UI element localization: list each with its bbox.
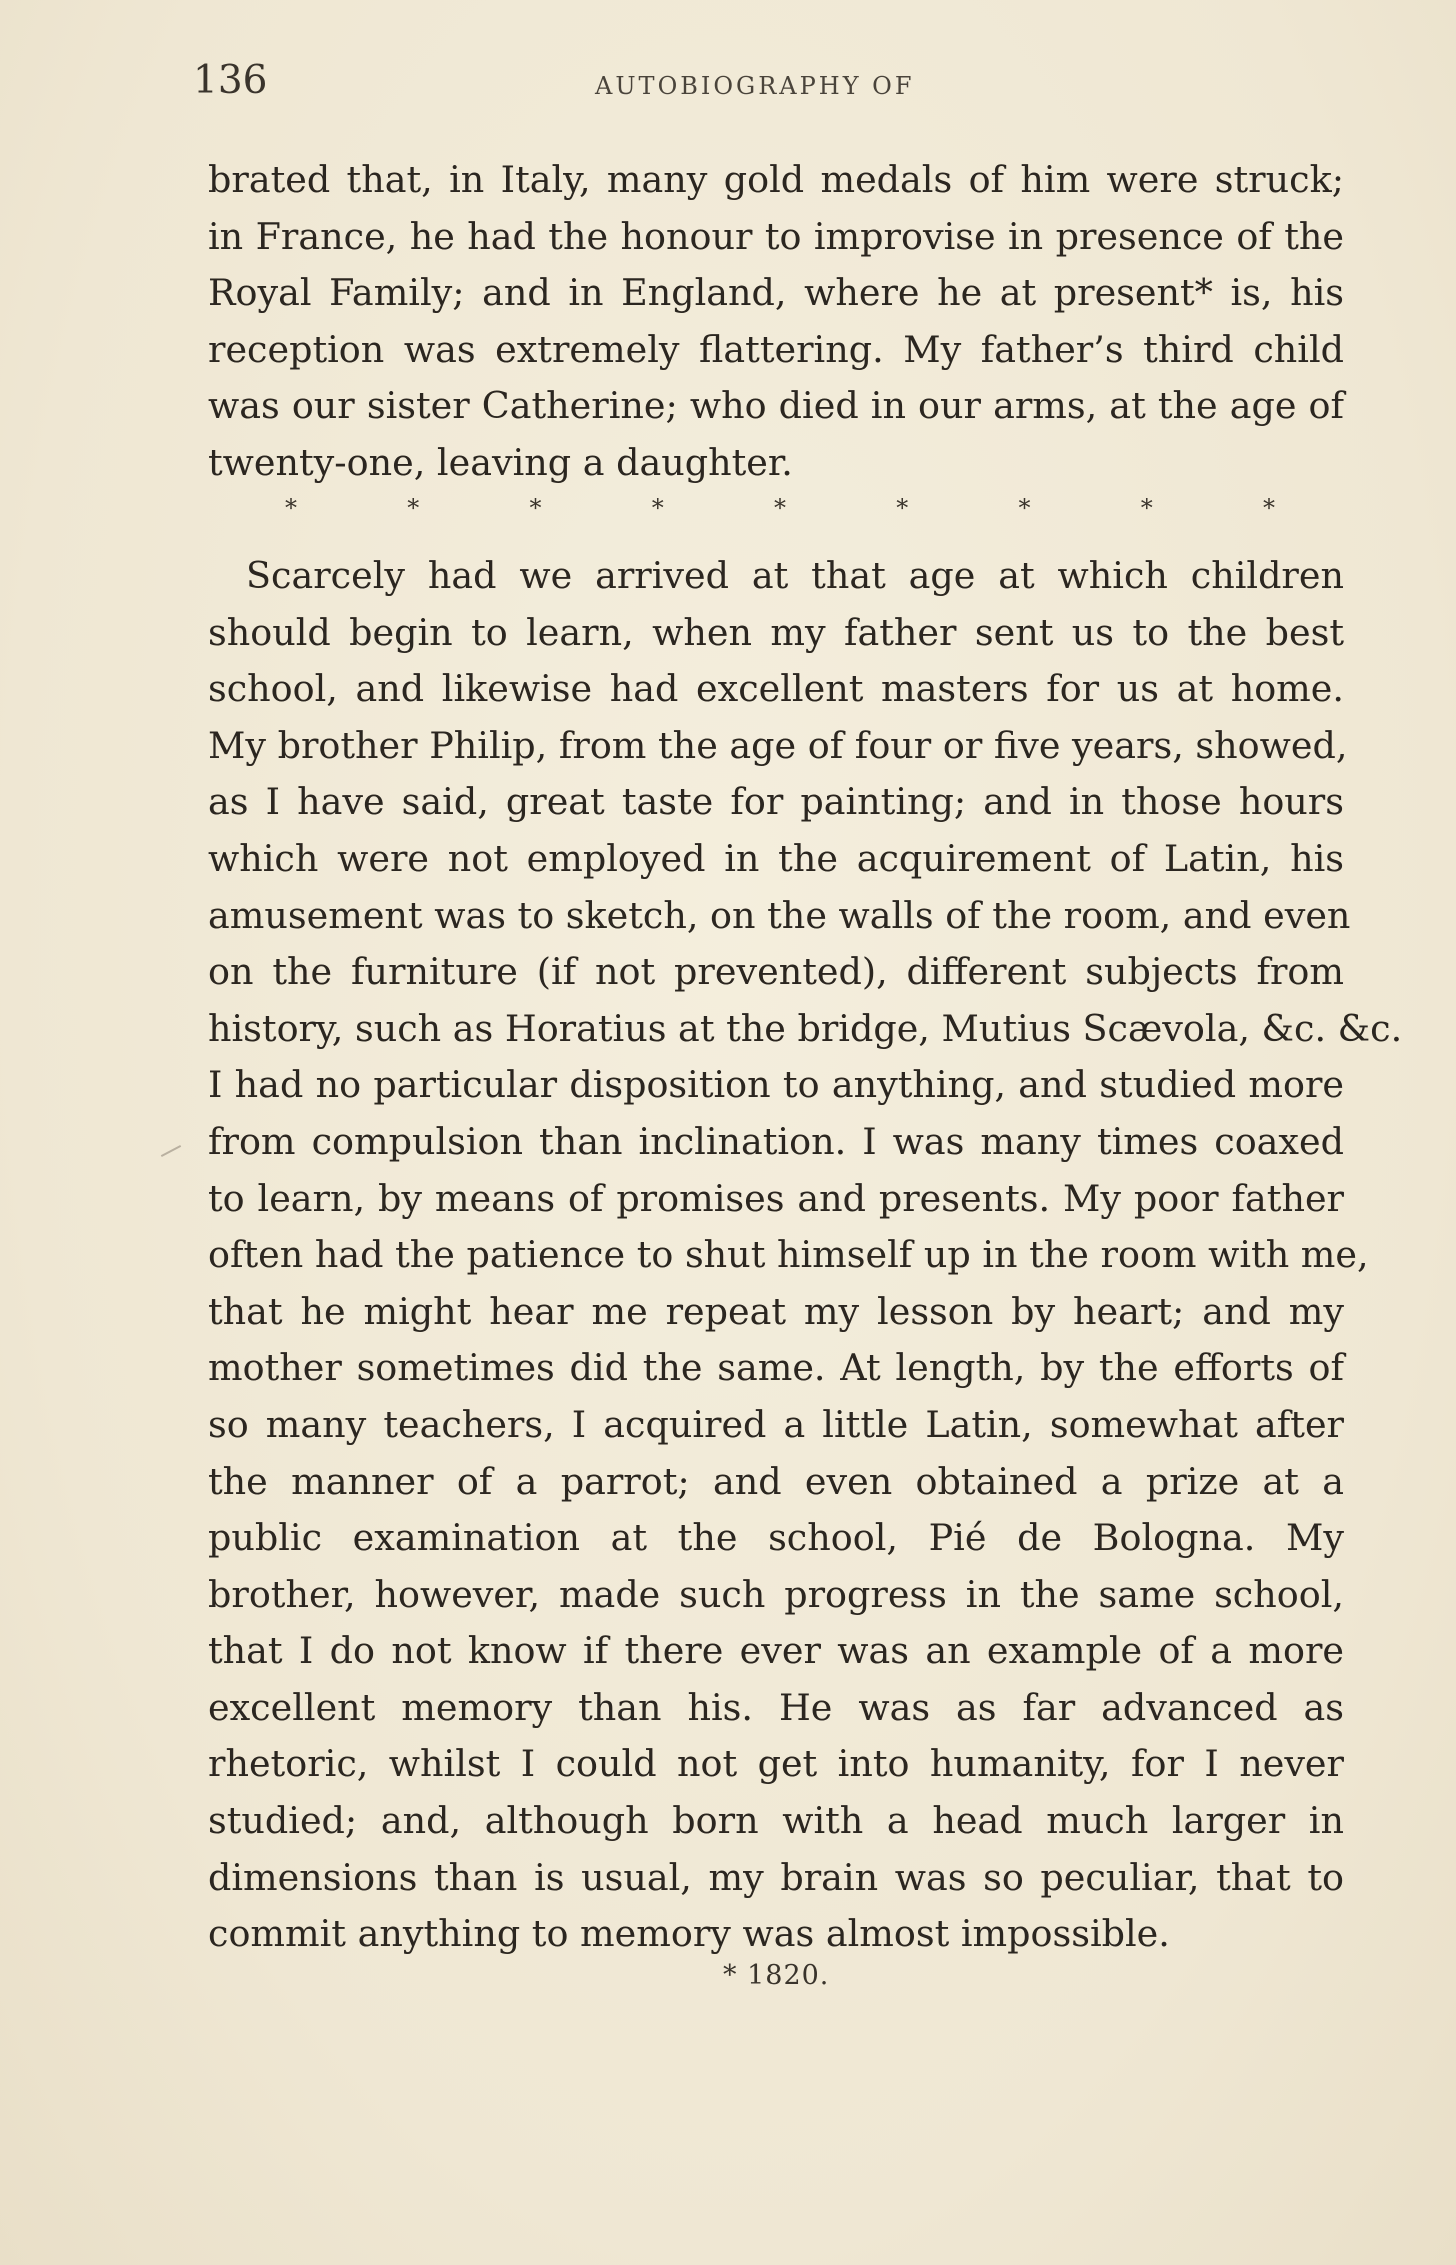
separator-asterisk: * [529,494,542,522]
text-line: the manner of a parrot; and even obtained a prize at a [208,1459,1344,1503]
text-line: Scarcely had we arrived at that age at which children [246,554,1344,597]
text-line: so many teachers, I acquired a little Latin, somewhat after [208,1402,1344,1446]
text-line: brother, however, made such progress in the same school, [208,1572,1344,1616]
margin-pencil-mark [161,1145,181,1157]
text-line: on the furniture (if not prevented), different subjects from [208,950,1344,994]
text-line: rhetoric, whilst I could not get into humanity, for I never [208,1742,1344,1786]
text-line: which were not employed in the acquirement of Latin, his [208,836,1344,880]
text-line: that he might hear me repeat my lesson by heart; and my [208,1289,1344,1333]
separator-asterisk: * [651,494,664,522]
text-line: to learn, by means of promises and presents. My poor father [208,1176,1344,1220]
separator-asterisk: * [1263,494,1275,522]
text-line: dimensions than is usual, my brain was so peculiar, that to [208,1855,1344,1899]
page-number: 136 [193,58,268,103]
text-line: in France, he had the honour to improvise in presence of the [208,214,1344,258]
paragraph-1 [208,152,1344,492]
separator-asterisk: * [1018,494,1031,522]
text-line: school, and likewise had excellent masters for us at home. [208,667,1344,711]
text-line: history, such as Horatius at the bridge, Mutius Scævola, &c. &c. [208,1006,1403,1050]
text-line: should begin to learn, when my father sent us to the best [208,610,1344,654]
text-line: that I do not know if there ever was an example of a more [208,1629,1344,1673]
text-line: from compulsion than inclination. I was many times coaxed [208,1119,1344,1163]
text-line: My brother Philip, from the age of four or five years, showed, [208,723,1348,767]
running-head [193,58,1343,108]
paragraph-2 [208,548,1403,1963]
section-separator [285,494,1275,522]
text-line: amusement was to sketch, on the walls of the room, and even [208,893,1351,937]
text-line: commit anything to memory was almost impossible. [208,1912,1170,1956]
text-line: public examination at the school, Pié de Bologna. My [208,1516,1344,1560]
separator-asterisk: * [285,494,297,522]
text-line: studied; and, although born with a head much larger in [208,1799,1344,1843]
separator-asterisk: * [1140,494,1153,522]
text-line: as I have said, great taste for painting; and in those hours [208,780,1344,824]
text-line: brated that, in Italy, many gold medals of him were struck; [208,158,1344,201]
text-line: mother sometimes did the same. At length, by the efforts of [208,1346,1344,1390]
text-line: twenty-one, leaving a daughter. [208,440,793,484]
separator-asterisk: * [407,494,420,522]
separator-asterisk: * [774,494,786,522]
text-line: often had the patience to shut himself up in the room with me, [208,1233,1369,1277]
separator-asterisk: * [896,494,909,522]
text-line: excellent memory than his. He was as far advanced as [208,1685,1344,1729]
text-line: was our sister Catherine; who died in our arms, at the age of [208,384,1344,428]
text-line: Royal Family; and in England, where he at present* is, his [208,271,1344,315]
text-line: reception was extremely flattering. My father’s third child [208,327,1344,371]
text-line: I had no particular disposition to anything, and studied more [208,1063,1344,1107]
footnote: * 1820. [723,1960,830,1991]
running-head-title: AUTOBIOGRAPHY OF [595,72,915,100]
